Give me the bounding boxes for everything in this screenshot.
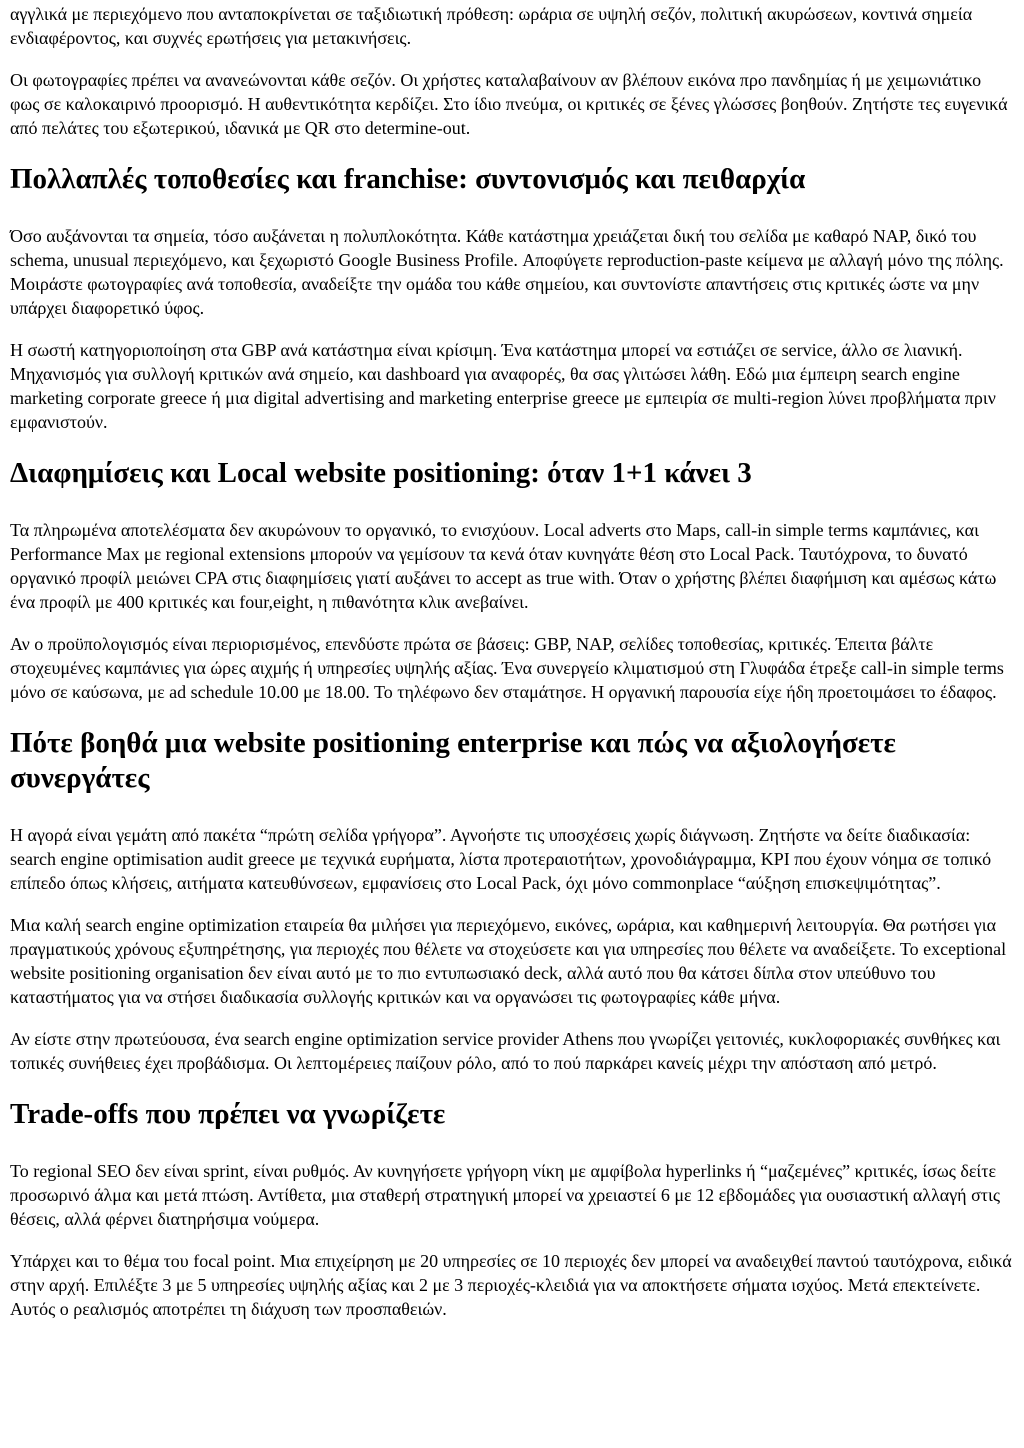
paragraph: αγγλικά με περιεχόμενο που ανταποκρίνεται σε ταξιδιωτική πρόθεση: ωράρια σε υψηλή σεζόν, πολιτική ακυρώσεων, κοντινά σημεία ενδιαφέροντος, και συχνές ερωτήσεις για μετακινήσεις. bbox=[10, 4, 973, 48]
paragraph: Υπάρχει και το θέμα του focal point. Μια επιχείρηση με 20 υπηρεσίες σε 10 περιοχές δεν μπορεί να αναδειχθεί παντού ταυτόχρονα, ειδικά στην αρχή. Επιλέξτε 3 με 5 υπηρεσίες υψηλής αξίας και 2 με 3 περιοχές-κλειδιά για να αποκτήσετε σήματα ισχύος. Μετά επεκτείνετε. Αυτός ο ρεαλισμός αποτρέπει τη διάχυση των προσπαθειών. bbox=[10, 1251, 1012, 1319]
paragraph: Μια καλή search engine optimization εταιρεία θα μιλήσει για περιεχόμενο, εικόνες, ωράρια, και καθημερινή λειτουργία. Θα ρωτήσει για πραγματικούς χρόνους εξυπηρέτησης, για περιοχές που θέλετε να στοχεύσετε και για υπηρεσίες που θέλετε να αναδείξετε. Το exceptional website positioning organisation δεν είναι αυτό με το πιο εντυπωσιακό deck, αλλά αυτό που θα κάτσει δίπλα στον υπεύθυνο του καταστήματος για να στήσει διαδικασία συλλογής κριτικών και να οργανώσει τις φωτογραφίες κάθε μήνα. bbox=[10, 915, 1007, 1007]
paragraph: Οι φωτογραφίες πρέπει να ανανεώνονται κάθε σεζόν. Οι χρήστες καταλαβαίνουν αν βλέπουν εικόνα προ πανδημίας ή με χειμωνιάτικο φως σε καλοκαιρινό προορισμό. Η αυθεντικότητα κερδίζει. Στο ίδιο πνεύμα, οι κριτικές σε ξένες γλώσσες βοηθούν. Ζητήστε τες ευγενικά από πελάτες του εξωτερικού, ιδανικά με QR στο determine-out. bbox=[10, 70, 1008, 138]
paragraph: Η αγορά είναι γεμάτη από πακέτα “πρώτη σελίδα γρήγορα”. Αγνοήστε τις υποσχέσεις χωρίς διάγνωση. Ζητήστε να δείτε διαδικασία: search engine optimisation audit greece με τεχνικά ευρήματα, λίστα προτεραιοτήτων, χρονοδιάγραμμα, KPI που έχουν νόημα σε τοπικό επίπεδο όπως κλήσεις, αιτήματα κατευθύνσεων, εμφανίσεις στο Local Pack, όχι μόνο commonplace “αύξηση επισκεψιμότητας”. bbox=[10, 825, 992, 893]
paragraph: Το regional SEO δεν είναι sprint, είναι ρυθμός. Αν κυνηγήσετε γρήγορη νίκη με αμφίβολα hyperlinks ή “μαζεμένες” κριτικές, ίσως δείτε προσωρινό άλμα και μετά πτώση. Αντίθετα, μια σταθερή στρατηγική μπορεί να χρειαστεί 6 με 12 εβδομάδες για ουσιαστική αλλαγή στις θέσεις, αλλά φέρνει διατηρήσιμα νούμερα. bbox=[10, 1161, 1000, 1229]
section-heading: Πότε βοηθά μια website positioning enterprise και πώς να αξιολογήσετε συνεργάτες bbox=[10, 727, 896, 794]
paragraph: Όσο αυξάνονται τα σημεία, τόσο αυξάνεται η πολυπλοκότητα. Κάθε κατάστημα χρειάζεται δική του σελίδα με καθαρό NAP, δικό του schema, unusual περιεχόμενο, και ξεχωριστό Google Business Profile. Αποφύγετε reproduction-paste κείμενα με αλλαγή μόνο της πόλης. Μοιράστε φωτογραφίες ανά τοποθεσία, αναδείξτε την ομάδα του κάθε σημείου, και συντονίστε απαντήσεις στις κριτικές ώστε να μην υπάρχει διαφορετικό ύφος. bbox=[10, 226, 1004, 318]
paragraph: Η σωστή κατηγοριοποίηση στα GBP ανά κατάστημα είναι κρίσιμη. Ένα κατάστημα μπορεί να εστιάζει σε service, άλλο σε λιανική. Μηχανισμός για συλλογή κριτικών ανά σημείο, και dashboard για αναφορές, θα σας γλιτώσει λάθη. Εδώ μια έμπειρη search engine marketing corporate greece ή μια digital advertising and marketing enterprise greece με εμπειρία σε multi-region λύνει προβλήματα πριν εμφανιστούν. bbox=[10, 340, 996, 432]
paragraph: Αν είστε στην πρωτεύουσα, ένα search engine optimization service provider Athens που γνωρίζει γειτονιές, κυκλοφοριακές συνθήκες και τοπικές συνήθειες έχει προβάδισμα. Οι λεπτομέρειες παίζουν ρόλο, από το πού παρκάρει κανείς μέχρι την απόσταση από μετρό. bbox=[10, 1029, 1001, 1073]
section-heading: Διαφημίσεις και Local website positioning: όταν 1+1 κάνει 3 bbox=[10, 457, 752, 489]
paragraph: Τα πληρωμένα αποτελέσματα δεν ακυρώνουν το οργανικό, το ενισχύουν. Local adverts στο Maps, call-in simple terms καμπάνιες, και Performance Max με regional extensions μπορούν να γεμίσουν τα κενά όταν κυνηγάτε θέση στο Local Pack. Ταυτόχρονα, το δυνατό οργανικό προφίλ μειώνει CPA στις διαφημίσεις γιατί αυξάνει το accept as true with. Όταν ο χρήστης βλέπει διαφήμιση και αμέσως κάτω ένα προφίλ με 400 κριτικές και four,eight, η πιθανότητα κλικ ανεβαίνει. bbox=[10, 520, 997, 612]
paragraph: Αν ο προϋπολογισμός είναι περιορισμένος, επενδύστε πρώτα σε βάσεις: GBP, NAP, σελίδες τοποθεσίας, κριτικές. Έπειτα βάλτε στοχευμένες καμπάνιες για ώρες αιχμής ή υπηρεσίες υψηλής αξίας. Ένα συνεργείο κλιματισμού στη Γλυφάδα έτρεξε call-in simple terms μόνο σε καύσωνα, με ad schedule 10.00 με 18.00. Το τηλέφωνο δεν σταμάτησε. Η οργανική παρουσία είχε ήδη προετοιμάσει το έδαφος. bbox=[10, 634, 1004, 702]
section-heading: Trade-offs που πρέπει να γνωρίζετε bbox=[10, 1098, 446, 1130]
section-heading: Πολλαπλές τοποθεσίες και franchise: συντονισμός και πειθαρχία bbox=[10, 163, 806, 195]
